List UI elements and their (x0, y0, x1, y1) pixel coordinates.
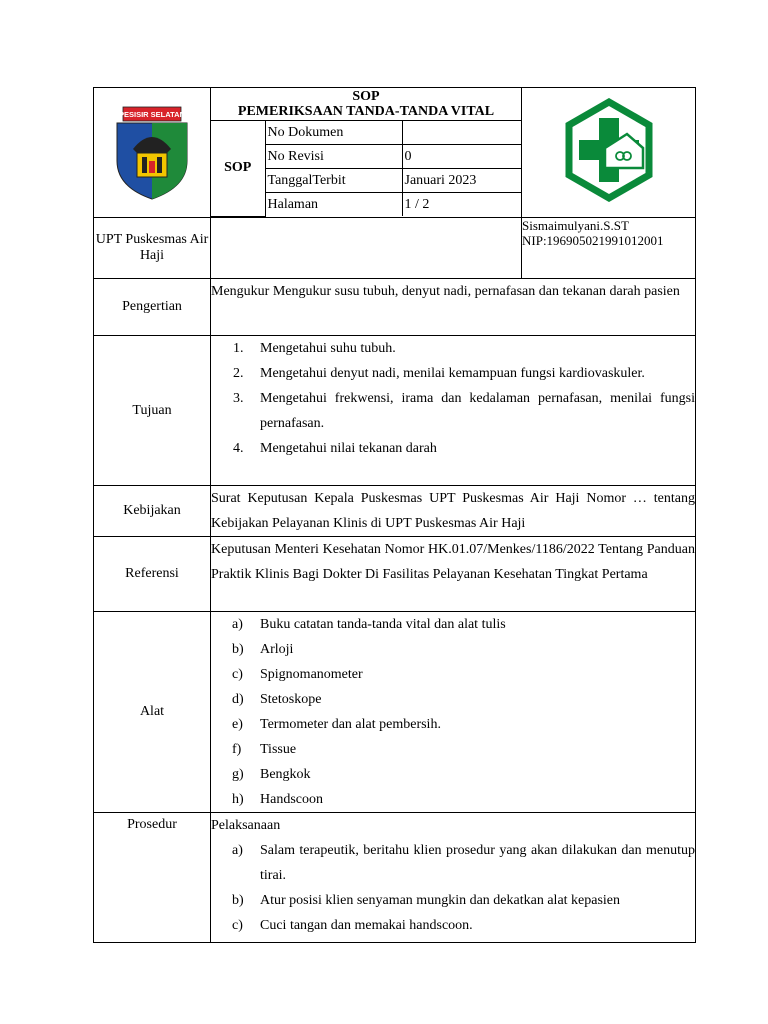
document-meta-table (211, 121, 521, 217)
list-marker: e) (232, 717, 243, 732)
label-prosedur: Prosedur (94, 813, 211, 943)
meta-label-no-revisi: No Revisi (265, 145, 402, 169)
list-item-text: Atur posisi klien senyaman mungkin dan dekatkan alat kepasien (260, 893, 621, 908)
label-pengertian: Pengertian (94, 279, 211, 336)
district-logo-text: PESISIR SELATAN (119, 110, 185, 119)
referensi-text: Keputusan Menteri Kesehatan Nomor HK.01.07/Menkes/1186/2022 Tentang Panduan Praktik Klinis Bagi Dokter Di Fasilitas Pelayanan Kesehatan Tingkat Pertama (211, 537, 696, 612)
list-item (232, 787, 695, 812)
alat-content (211, 612, 696, 813)
list-item (232, 687, 695, 712)
list-item (232, 888, 695, 913)
pengertian-text: Mengukur Mengukur susu tubuh, denyut nadi, pernafasan dan tekanan darah pasien (211, 279, 696, 336)
list-item (232, 913, 695, 938)
title-line-2: PEMERIKSAAN TANDA-TANDA VITAL (237, 104, 495, 119)
list-item (233, 436, 695, 461)
list-item-text: Buku catatan tanda-tanda vital dan alat tulis (260, 617, 506, 632)
signer-cell (522, 218, 696, 279)
list-item-text: Salam terapeutik, beritahu klien prosedur yang akan dilakukan dan menutup tirai. (260, 843, 695, 883)
list-marker: g) (232, 767, 244, 782)
list-item-text: Mengetahui frekwensi, irama dan kedalaman pernafasan, menilai fungsi pernafasan. (260, 391, 695, 431)
kebijakan-text: Surat Keputusan Kepala Puskesmas UPT Puskesmas Air Haji Nomor … tentang Kebijakan Pelayanan Klinis di UPT Puskesmas Air Haji (211, 486, 696, 537)
district-logo-cell (94, 88, 211, 218)
list-item (232, 712, 695, 737)
signer-name: Sismaimulyani.S.ST (522, 218, 629, 233)
list-marker: b) (232, 893, 244, 908)
meta-value-tanggal-terbit: Januari 2023 (402, 169, 521, 193)
meta-label-tanggal-terbit: TanggalTerbit (265, 169, 402, 193)
list-item-text: Cuci tangan dan memakai handscoon. (260, 918, 473, 933)
prosedur-content (211, 813, 696, 943)
list-item (233, 361, 695, 386)
label-referensi: Referensi (94, 537, 211, 612)
meta-label-halaman: Halaman (265, 193, 402, 217)
puskesmas-logo (561, 98, 657, 202)
list-marker: a) (232, 617, 243, 632)
prosedur-intro: Pelaksanaan (211, 818, 281, 833)
puskesmas-logo-cell (522, 88, 696, 218)
list-marker: 4. (233, 441, 244, 456)
list-marker: b) (232, 642, 244, 657)
list-marker: 2. (233, 366, 244, 381)
unit-name: UPT Puskesmas Air Haji (94, 218, 211, 279)
list-item-text: Bengkok (260, 767, 311, 782)
list-marker: c) (232, 667, 243, 682)
sop-table (93, 87, 696, 943)
alat-list (211, 612, 695, 812)
list-item-text: Arloji (260, 642, 294, 657)
list-marker: d) (232, 692, 244, 707)
list-item-text: Tissue (260, 742, 297, 757)
label-tujuan: Tujuan (94, 336, 211, 486)
list-item-text: Termometer dan alat pembersih. (260, 717, 441, 732)
list-item-text: Handscoon (260, 792, 323, 807)
header-title-cell (211, 88, 522, 218)
list-item (233, 336, 695, 361)
list-item-text: Mengetahui suhu tubuh. (260, 341, 396, 356)
label-kebijakan: Kebijakan (94, 486, 211, 537)
meta-label-no-dokumen: No Dokumen (265, 121, 402, 145)
list-item (232, 662, 695, 687)
prosedur-list (211, 838, 695, 938)
title-line-1: SOP (352, 89, 380, 104)
list-item-text: Mengetahui nilai tekanan darah (260, 441, 437, 456)
list-item (232, 612, 695, 637)
list-item-text: Mengetahui denyut nadi, menilai kemampuan fungsi kardiovaskuler. (260, 366, 645, 381)
sop-label: SOP (211, 121, 265, 216)
label-alat: Alat (94, 612, 211, 813)
pesisir-selatan-shield-logo (113, 105, 191, 201)
meta-value-no-dokumen (402, 121, 521, 145)
meta-value-no-revisi: 0 (402, 145, 521, 169)
list-item (232, 637, 695, 662)
unit-empty-cell (211, 218, 522, 279)
meta-value-halaman: 1 / 2 (402, 193, 521, 217)
list-item (232, 762, 695, 787)
page-title (211, 88, 521, 121)
list-marker: 3. (233, 391, 244, 406)
list-marker: a) (232, 843, 243, 858)
list-item-text: Spignomanometer (260, 667, 363, 682)
list-item (232, 737, 695, 762)
list-marker: 1. (233, 341, 244, 356)
list-item (232, 838, 695, 888)
list-item-text: Stetoskope (260, 692, 322, 707)
tujuan-content (211, 336, 696, 486)
list-item (233, 386, 695, 436)
tujuan-list (211, 336, 695, 461)
list-marker: c) (232, 918, 243, 933)
signer-nip: NIP:196905021991012001 (522, 233, 664, 248)
list-marker: f) (232, 742, 242, 757)
list-marker: h) (232, 792, 244, 807)
